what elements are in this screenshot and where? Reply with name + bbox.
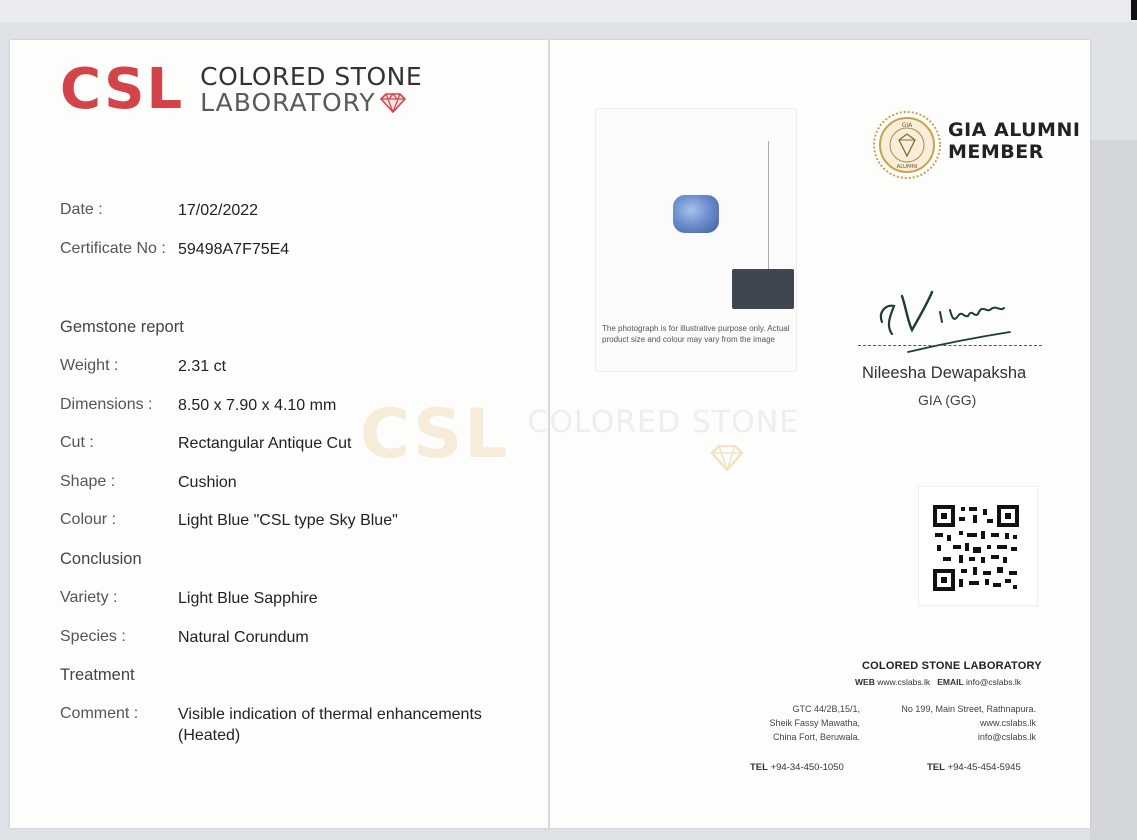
colour-value: Light Blue "CSL type Sky Blue" xyxy=(178,512,398,529)
tel-value: +94-34-450-1050 xyxy=(770,762,844,773)
species-row xyxy=(60,628,309,649)
signatory-title: GIA (GG) xyxy=(918,392,977,408)
address-line: GTC 44/2B,15/1, xyxy=(792,704,860,714)
tel-label: TEL xyxy=(750,762,768,773)
colour-label: Colour : xyxy=(60,511,117,528)
certificate-label: Certificate No : xyxy=(60,240,166,257)
comment-label: Comment : xyxy=(60,705,139,722)
species-label: Species : xyxy=(60,628,126,645)
watermark-text: COLORED STONE xyxy=(527,405,800,440)
logo-wordmark xyxy=(200,61,423,117)
qr-code xyxy=(918,486,1038,606)
photo-caption: The photograph is for illustrative purpose only. Actual product size and colour may vary from the image xyxy=(602,324,790,344)
address-line: www.cslabs.lk xyxy=(979,717,1036,728)
address-line: China Fort, Beruwala. xyxy=(772,731,860,742)
shape-label: Shape : xyxy=(60,473,116,490)
logo-line2: LABORATORY xyxy=(200,88,376,117)
csl-logo xyxy=(60,57,423,122)
tel-beruwala xyxy=(750,762,844,773)
watermark-gem-icon xyxy=(710,445,744,471)
signature-image xyxy=(872,282,1022,354)
cut-row xyxy=(60,434,351,455)
qr-code-icon xyxy=(933,505,1019,591)
comment-row xyxy=(60,705,523,747)
dimensions-row xyxy=(60,396,336,417)
logo-line1: COLORED STONE xyxy=(200,61,423,91)
gemstone-report-heading: Gemstone report xyxy=(60,318,184,336)
footer-contact-line xyxy=(855,677,1021,687)
email-label: EMAIL xyxy=(937,677,964,687)
web-label: WEB xyxy=(855,677,875,687)
weight-label: Weight : xyxy=(60,357,119,374)
tel-label: TEL xyxy=(927,762,945,773)
weight-row xyxy=(60,357,226,378)
variety-value: Light Blue Sapphire xyxy=(178,590,318,607)
email-value: info@cslabs.lk xyxy=(966,677,1021,687)
address-line: info@cslabs.lk xyxy=(977,731,1036,742)
gem-icon xyxy=(380,93,406,113)
sleeve-edge xyxy=(1090,140,1137,840)
logo-abbr: CSL xyxy=(60,57,185,122)
badge-line1: GIA ALUMNI xyxy=(948,119,1081,141)
badge-line2: MEMBER xyxy=(948,140,1044,163)
photo-divider xyxy=(768,141,769,273)
weight-value: 2.31 ct xyxy=(178,358,227,375)
colour-row xyxy=(60,511,398,532)
species-value: Natural Corundum xyxy=(178,629,309,646)
cut-value: Rectangular Antique Cut xyxy=(178,435,352,452)
seal-bottom-text: ALUMNI xyxy=(896,164,918,170)
gia-badge-text xyxy=(948,120,1080,164)
address-rathnapura xyxy=(878,703,1036,745)
certificate-row xyxy=(60,240,289,261)
logo-line2-wrap xyxy=(200,90,422,116)
date-value: 17/02/2022 xyxy=(178,202,259,219)
variety-row xyxy=(60,589,318,610)
scale-reference-image xyxy=(732,269,794,309)
gemstone-photo xyxy=(595,108,797,372)
cut-label: Cut : xyxy=(60,434,94,451)
watermark xyxy=(360,395,799,474)
seal-top-text: GIA xyxy=(901,122,913,129)
certificate-value: 59498A7F75E4 xyxy=(178,241,290,258)
tel-value: +94-45-454-5945 xyxy=(947,762,1021,773)
dimensions-label: Dimensions : xyxy=(60,396,153,413)
watermark-abbr: CSL xyxy=(360,395,510,474)
dimensions-value: 8.50 x 7.90 x 4.10 mm xyxy=(178,397,337,414)
comment-value: Visible indication of thermal enhancements (Heated) xyxy=(178,706,482,744)
signatory-name: Nileesha Dewapaksha xyxy=(862,364,1027,382)
treatment-heading: Treatment xyxy=(60,666,135,684)
variety-label: Variety : xyxy=(60,589,118,606)
shape-value: Cushion xyxy=(178,474,237,491)
address-line: Sheik Fassy Mawatha, xyxy=(769,717,860,728)
shape-row xyxy=(60,473,237,494)
date-label: Date : xyxy=(60,201,103,218)
sapphire-image xyxy=(673,195,719,233)
web-value: www.cslabs.lk xyxy=(877,677,931,687)
date-row xyxy=(60,201,258,222)
address-line: No 199, Main Street, Rathnapura. xyxy=(901,704,1036,714)
tel-rathnapura xyxy=(927,762,1021,773)
address-beruwala xyxy=(736,703,860,745)
edge-mark xyxy=(1131,0,1137,20)
signature-line xyxy=(858,345,1042,346)
footer-lab-name: COLORED STONE LABORATORY xyxy=(862,660,1042,672)
conclusion-heading: Conclusion xyxy=(60,550,142,568)
gia-seal-icon xyxy=(872,110,942,180)
